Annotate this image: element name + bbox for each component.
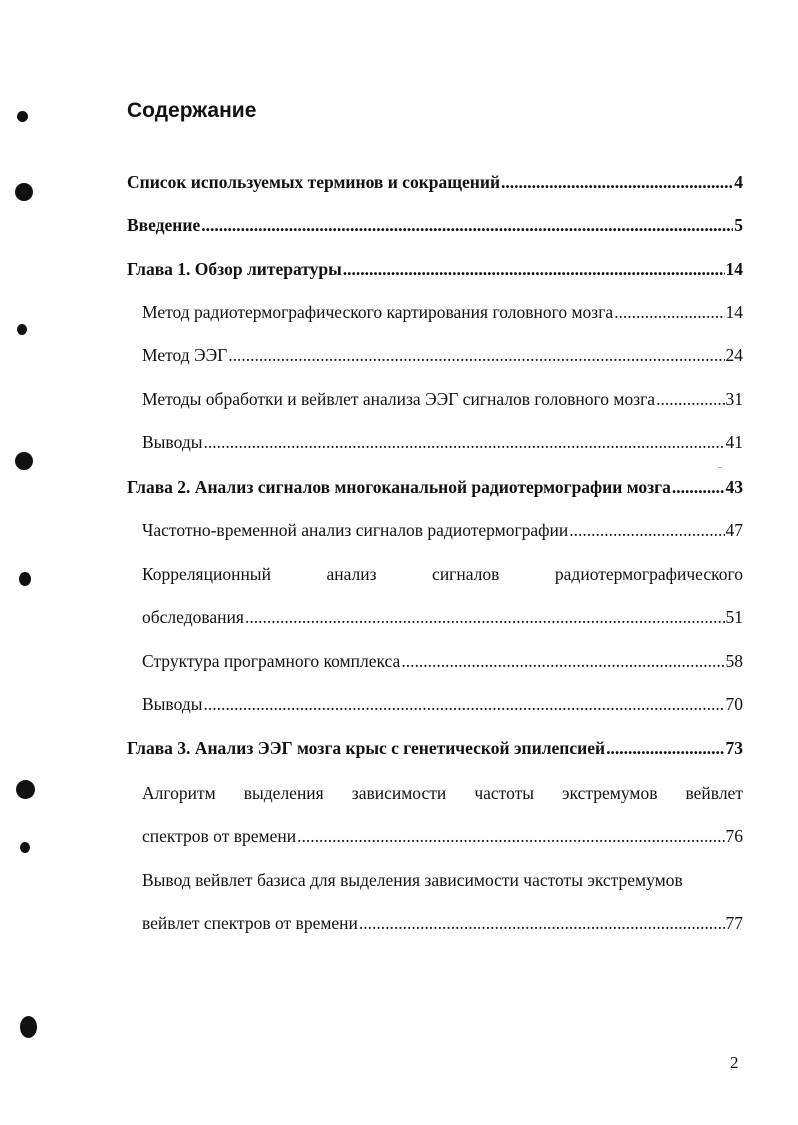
toc-page-number: 14 <box>725 302 743 322</box>
dot-leader <box>203 431 724 453</box>
dot-leader <box>359 912 725 934</box>
toc-page-number: 24 <box>725 345 743 365</box>
toc-entry-title: Список используемых терминов и сокращений <box>127 172 501 192</box>
toc-page-number: 14 <box>725 259 743 279</box>
toc-page-number: 77 <box>725 913 743 933</box>
toc-entry-title: Глава 3. Анализ ЭЭГ мозга крыс с генетической эпилепсией <box>127 738 606 758</box>
toc-entry-ch2-time-frequency[interactable] <box>142 519 743 541</box>
toc-entry-terms[interactable] <box>127 171 743 193</box>
dot-leader <box>343 258 725 280</box>
toc-entry-ch2-correlation-line1[interactable] <box>142 563 743 585</box>
toc-entry-title: Метод ЭЭГ <box>142 345 228 365</box>
toc-entry-intro[interactable] <box>127 214 743 236</box>
punch-hole-7 <box>20 842 30 853</box>
punch-hole-8 <box>20 1016 37 1038</box>
toc-entry-title: Выводы <box>142 432 203 452</box>
toc-entry-ch3-basis-line2[interactable] <box>142 912 743 934</box>
toc-word: вейвлет <box>685 783 743 803</box>
toc-entry-chapter-1[interactable] <box>127 258 743 280</box>
toc-entry-ch3-algorithm-line2[interactable] <box>142 825 743 847</box>
toc-page-number: 73 <box>725 738 743 758</box>
toc-page-number: 51 <box>725 607 743 627</box>
toc-entry-title: обследования <box>142 607 244 627</box>
toc-word: анализ <box>326 564 377 584</box>
toc-word: Алгоритм <box>142 783 216 803</box>
toc-entry-ch2-software[interactable] <box>142 650 743 672</box>
toc-entry-title: Глава 2. Анализ сигналов многоканальной радиотермографии мозга <box>127 477 671 497</box>
dot-leader <box>606 737 724 759</box>
toc-entry-title: Глава 1. Обзор литературы <box>127 259 342 279</box>
toc-entry-chapter-2[interactable] <box>127 476 743 498</box>
dot-leader <box>297 825 724 847</box>
toc-entry-ch1-wavelet[interactable] <box>142 388 743 410</box>
toc-entry-ch2-conclusions[interactable] <box>142 693 743 715</box>
toc-word: частоты <box>474 783 534 803</box>
toc-entry-ch3-basis-line1[interactable] <box>142 869 743 891</box>
toc-entry-title: Структура програмного комплекса <box>142 651 401 671</box>
dot-leader <box>672 476 725 498</box>
toc-word: экстремумов <box>562 783 658 803</box>
toc-heading: Содержание <box>127 99 257 122</box>
dot-leader <box>656 388 724 410</box>
toc-page-number: 47 <box>725 520 743 540</box>
toc-entry-ch3-algorithm-line1[interactable] <box>142 782 743 804</box>
toc-entry-title: вейвлет спектров от времени <box>142 913 358 933</box>
dot-leader <box>614 301 724 323</box>
toc-word: сигналов <box>432 564 500 584</box>
dot-leader <box>201 214 733 236</box>
toc-entry-title: Введение <box>127 215 201 235</box>
toc-entry-ch1-eeg[interactable] <box>142 344 743 366</box>
toc-page-number: 58 <box>725 651 743 671</box>
page-number: 2 <box>730 1053 739 1072</box>
toc-page-number: 70 <box>725 694 743 714</box>
toc-entry-title: Метод радиотермографического картирования головного мозга <box>142 302 614 322</box>
toc-page-number: 31 <box>725 389 743 409</box>
toc-entry-chapter-3[interactable] <box>127 737 743 759</box>
dot-leader <box>203 693 724 715</box>
toc-entry-ch1-conclusions[interactable] <box>142 431 743 453</box>
toc-entry-ch1-radiothermography[interactable] <box>142 301 743 323</box>
toc-page-number: 76 <box>725 826 743 846</box>
toc-entry-title: Выводы <box>142 694 203 714</box>
punch-hole-2 <box>15 183 33 201</box>
punch-hole-4 <box>15 452 33 470</box>
toc-entry-title: Методы обработки и вейвлет анализа ЭЭГ сигналов головного мозга <box>142 389 656 409</box>
punch-hole-5 <box>19 572 31 586</box>
toc-word: Корреляционный <box>142 564 271 584</box>
punch-hole-3 <box>17 324 27 335</box>
dot-leader <box>245 606 725 628</box>
toc-word: радиотермографического <box>554 564 743 584</box>
punch-hole-6 <box>16 780 35 799</box>
toc-page-number: 43 <box>725 477 743 497</box>
toc-word: выделения <box>243 783 324 803</box>
toc-page-number: 4 <box>734 172 743 192</box>
punch-hole-1 <box>17 111 28 122</box>
toc-entry-title: Частотно-временной анализ сигналов радиотермографии <box>142 520 569 540</box>
dot-leader <box>401 650 724 672</box>
toc-entry-title: спектров от времени <box>142 826 297 846</box>
dot-leader <box>501 171 733 193</box>
toc-page-number: 5 <box>734 215 743 235</box>
toc-page-number: 41 <box>725 432 743 452</box>
toc-line-text: Вывод вейвлет базиса для выделения зависимости частоты экстремумов <box>142 870 683 890</box>
toc-word: зависимости <box>351 783 447 803</box>
dot-leader <box>228 344 724 366</box>
dot-leader <box>569 519 724 541</box>
scan-speck <box>718 467 722 468</box>
toc-entry-ch2-correlation-line2[interactable] <box>142 606 743 628</box>
